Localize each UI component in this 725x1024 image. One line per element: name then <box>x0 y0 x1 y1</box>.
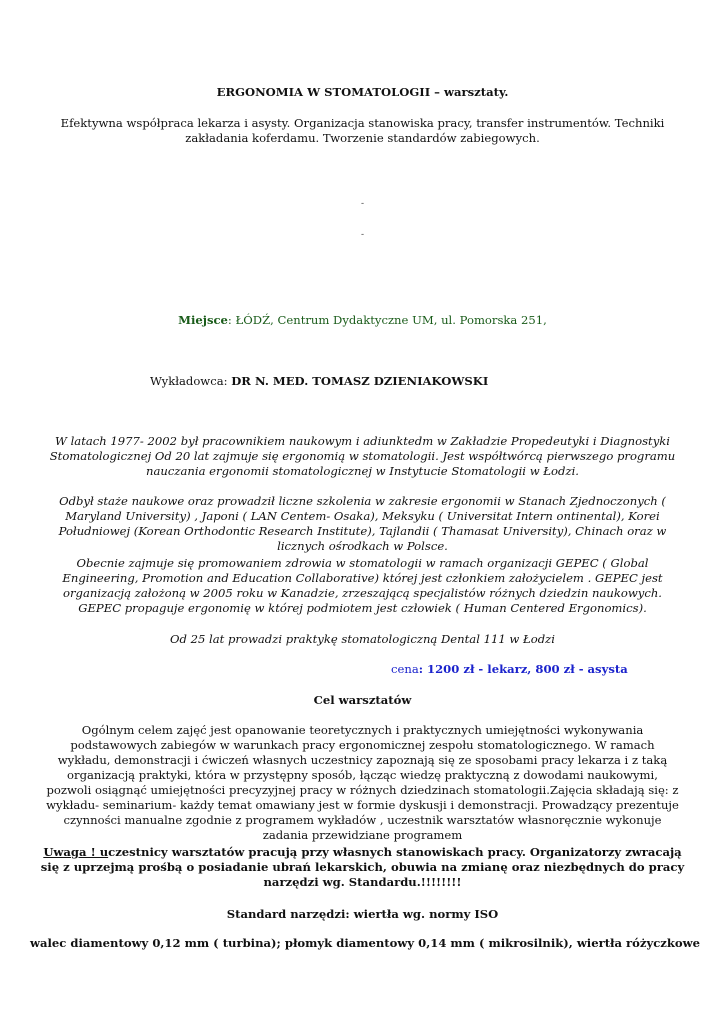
price-value: : 1200 zł - lekarz, 800 zł - asysta <box>418 662 628 676</box>
price-line <box>391 662 711 677</box>
bio-paragraph: Od 25 lat prowadzi praktykę stomatologiczną Dental 111 w Łodzi <box>170 632 555 646</box>
lecturer-name: DR N. MED. TOMASZ DZIENIAKOWSKI <box>231 374 489 388</box>
note-text: czestnicy warsztatów pracują przy własnych stanowiskach pracy. Organizatorzy zwracają się z uprzejmą prośbą o posiadanie ubrań lekarskich, obuwia na zmianę oraz niezbędnych do pracy narzędzi wg. Standardu.!!!!!!!! <box>40 845 685 889</box>
standard-heading: Standard narzędzi: wiertła wg. normy ISO <box>226 907 499 921</box>
location-value: : ŁÓDŹ, Centrum Dydaktyczne UM, ul. Pomorska 251, <box>227 313 547 327</box>
goal-heading: Cel warsztatów <box>313 693 412 707</box>
lecturer-label: Wykładowca: <box>150 374 232 388</box>
note-warning-label: Uwaga ! u <box>43 845 109 859</box>
bio-paragraph: Obecnie zajmuje się promowaniem zdrowia w stomatologii w ramach organizacji GEPEC ( Global Engineering, Promotion and Education Collaborative) której jest członkiem założycielem . GEPEC jest organizacją założoną w 2005 roku w Kanadzie, zrzeszającą specjalistów różnych dziedzin naukowych. GEPEC propaguje ergonomię w której podmiotem jest człowiek ( Human Centered Ergonomics). <box>62 556 663 615</box>
separator-dash: - <box>360 199 365 209</box>
location-line <box>40 313 685 328</box>
separator-dash: - <box>360 230 365 240</box>
bio-paragraph: W latach 1977- 2002 był pracownikiem naukowym i adiunktedm w Zakładzie Propedeutyki i Diagnostyki Stomatologicznej Od 20 lat zajmuje się ergonomią w stomatologii. Jest współtwórcą pierwszego programu nauczania ergonomii stomatologicznej w Instytucie Stomatologii w Łodzi. <box>49 434 676 478</box>
lecturer-line <box>150 374 650 389</box>
intro-paragraph: Efektywna współpraca lekarza i asysty. Organizacja stanowiska pracy, transfer instrumentów. Techniki zakładania koferdamu. Tworzenie standardów zabiegowych. <box>60 116 665 145</box>
note-paragraph <box>40 845 685 890</box>
goal-paragraph: Ogólnym celem zajęć jest opanowanie teoretycznych i praktycznych umiejętności wykonywania podstawowych zabiegów w warunkach pracy ergonomicznej zespołu stomatologicznego. W ramach wykładu, demonstracji i ćwiczeń własnych uczestnicy zapoznają się ze sposobami pracy lekarza i z taką organizacją praktyki, która w przystępny sposób, łącząc wiedzę praktyczną z dowodami naukowymi, pozwoli osiągnąć umiejętności precyzyjnej pracy w różnych dziedzinach stomatologii.Zajęcia składają się: z wykładu- seminarium- każdy temat omawiany jest w formie dyskusji i demonstracji. Prowadzący prezentuje czynności manualne zgodnie z programem wykładów , uczestnik warsztatów własnoręcznie wykonuje zadania przewidziane programem <box>46 723 679 842</box>
location-label: Miejsce <box>178 313 228 327</box>
price-label: cena <box>391 662 419 676</box>
bio-paragraph: Odbył staże naukowe oraz prowadził liczne szkolenia w zakresie ergonomii w Stanach Zjednoczonych ( Maryland University) , Japoni ( LAN Centem- Osaka), Meksyku ( Universitat Intern ontinental), Korei Południowej (Korean Orthodontic Research Institute), Tajlandii ( Thamasat University), Chinach oraz w licznych ośrodkach w Polsce. <box>58 494 667 553</box>
tools-line: walec diamentowy 0,12 mm ( turbina); płomyk diamentowy 0,14 mm ( mikrosilnik), wiertła różyczkowe <box>30 936 700 950</box>
document-title: ERGONOMIA W STOMATOLOGII – warsztaty. <box>216 85 509 99</box>
